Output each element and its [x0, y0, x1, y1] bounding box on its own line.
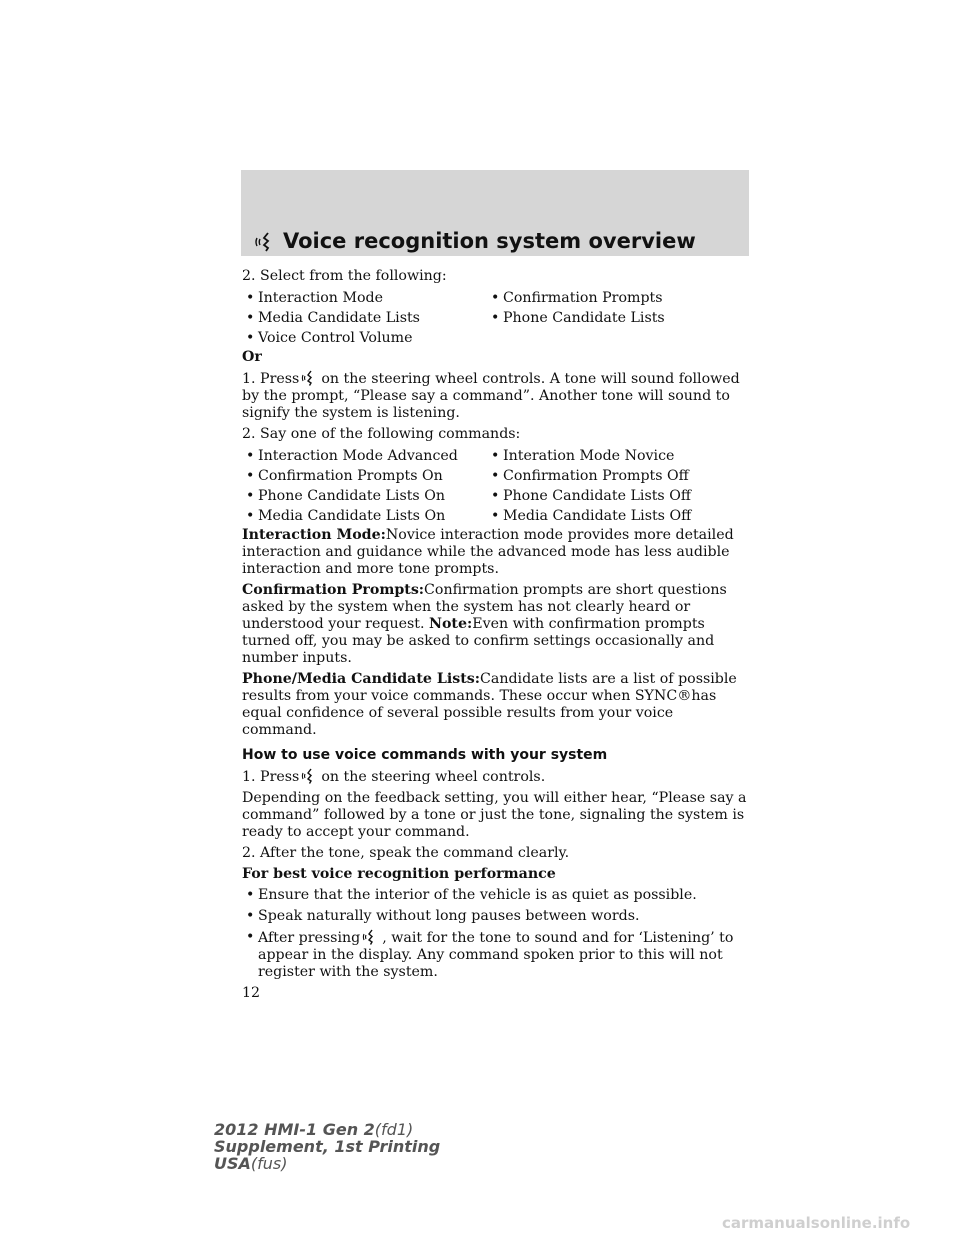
step1-press: 1. Press on the steering wheel controls. A tone will sound followed by the prompt, “Please say a command”. Another tone will sound to signify the system is listening. [242, 371, 740, 421]
voice-icon [301, 370, 315, 386]
step2-say: 2. Say one of the following commands: [242, 426, 521, 442]
list-item: • Voice Control Volume [242, 330, 487, 347]
list-item: • Interation Mode Novice [487, 448, 752, 465]
howto-heading: How to use voice commands with your system [242, 747, 608, 763]
content [242, 268, 752, 1006]
list-item: • Speak naturally without long pauses between words. [242, 908, 752, 925]
best-performance-heading: For best voice recognition performance [242, 866, 556, 882]
list-item: • Interaction Mode Advanced [242, 448, 487, 465]
list-item: • Ensure that the interior of the vehicle is as quiet as possible. [242, 887, 752, 904]
tips-list [242, 887, 752, 981]
list-item: • Phone Candidate Lists On [242, 488, 487, 505]
footer-line-2: Supplement, 1st Printing [214, 1137, 441, 1156]
interaction-mode-paragraph: Interaction Mode:Novice interaction mode provides more detailed interaction and guidance while the advanced mode has less audible interaction and more tone prompts. [242, 527, 734, 577]
page-title: Voice recognition system overview [283, 229, 696, 253]
feedback-text: Depending on the feedback setting, you will either hear, “Please say a command” followed by a tone or just the tone, signaling the system is ready to accept your command. [242, 790, 747, 840]
list-item: • Phone Candidate Lists [487, 310, 752, 327]
list-item: • Media Candidate Lists Off [487, 508, 752, 525]
howto-step1: 1. Press on the steering wheel controls. [242, 769, 546, 785]
list-item: • Media Candidate Lists On [242, 508, 487, 525]
list-item: • Confirmation Prompts On [242, 468, 487, 485]
print-footer [214, 1121, 440, 1172]
footer-line-3: USA(fus) [214, 1154, 288, 1173]
list-item: • Media Candidate Lists [242, 310, 487, 327]
footer-line-1: 2012 HMI-1 Gen 2(fd1) [214, 1120, 414, 1139]
commands-list [242, 448, 752, 525]
howto-step2: 2. After the tone, speak the command clearly. [242, 845, 570, 861]
voice-icon [362, 929, 376, 945]
voice-icon [301, 768, 315, 784]
list-item: • Phone Candidate Lists Off [487, 488, 752, 505]
watermark: carmanualsonline.info [722, 1214, 911, 1232]
or-label: Or [242, 349, 262, 365]
select-options-list [242, 290, 752, 347]
page-number: 12 [242, 985, 261, 1001]
voice-icon [254, 232, 276, 252]
confirmation-prompts-paragraph: Confirmation Prompts:Confirmation prompts are short questions asked by the system when the system has not clearly heard or understood your request. Note:Even with confirmation prompts turned off, you may be asked to confirm settings occasionally and number inputs. [242, 582, 727, 666]
candidate-lists-paragraph: Phone/Media Candidate Lists:Candidate lists are a list of possible results from your voice commands. These occur when SYNC®has equal confidence of several possible results from your voice command. [242, 671, 737, 738]
list-item: • Confirmation Prompts Off [487, 468, 752, 485]
list-item: • Confirmation Prompts [487, 290, 752, 307]
list-item: • Interaction Mode [242, 290, 487, 307]
step2-select: 2. Select from the following: [242, 268, 447, 284]
list-item: • After pressing , wait for the tone to sound and for ‘Listening’ to appear in the display. Any command spoken prior to this will not register with the system. [242, 929, 752, 981]
